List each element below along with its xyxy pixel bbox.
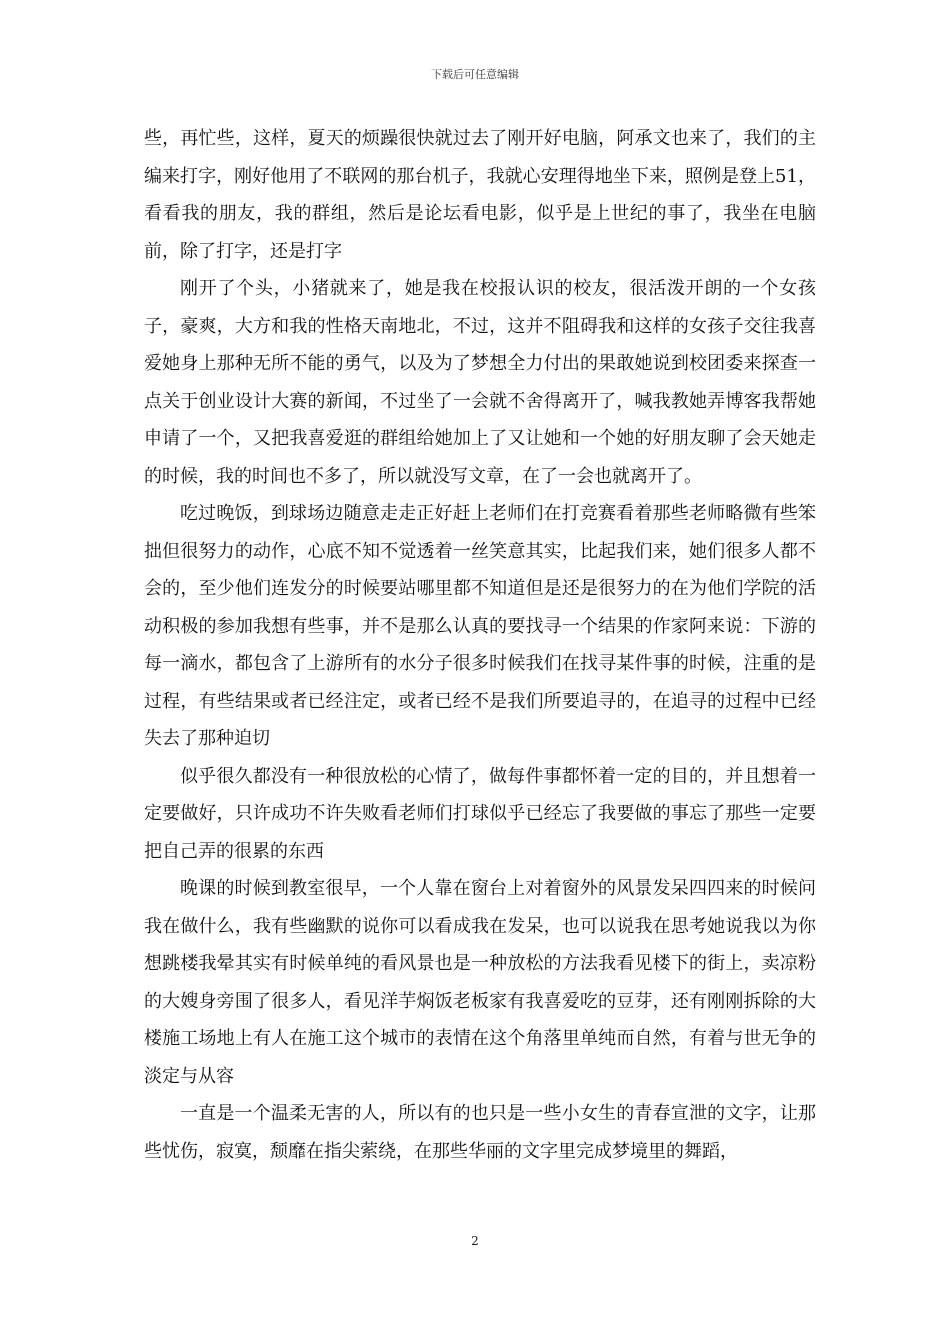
paragraph: 吃过晚饭，到球场边随意走走正好赶上老师们在打竞赛看着那些老师略微有些笨拙但很努力的动作，心底不知不觉透着一丝笑意其实，比起我们来，她们很多人都不会的，至少他们连发分的时候要站哪里都不知道但是还是很努力的在为他们学院的活动积极的参加我想有些事，并不是那么认真的要找寻一个结果的作家阿来说：下游的每一滴水，都包含了上游所有的水分子很多时候我们在找寻某件事的时候，注重的是过程，有些结果或者已经注定，或者已经不是我们所要追寻的，在追寻的过程中已经失去了那种迫切 xyxy=(144,503,816,749)
page-header: 下载后可任意编辑 xyxy=(431,68,519,81)
paragraph: 刚开了个头，小猪就来了，她是我在校报认识的校友，很活泼开朗的一个女孩子，豪爽，大方和我的性格天南地北，不过，这并不阻碍我和这样的女孩子交往我喜爱她身上那种无所不能的勇气，以及为了梦想全力付出的果敢她说到校团委来探查一点关于创业设计大赛的新闻，不过坐了一会就不舍得离开了，喊我教她弄博客我帮她申请了一个，又把我喜爱逛的群组给她加上了又让她和一个她的好朋友聊了会天她走的时候，我的时间也不多了，所以就没写文章，在了一会也就离开了。 xyxy=(144,278,816,487)
paragraph: 似乎很久都没有一种很放松的心情了，做每件事都怀着一定的目的，并且想着一定要做好，只许成功不许失败看老师们打球似乎已经忘了我要做的事忘了那些一定要把自己弄的很累的东西 xyxy=(144,765,816,862)
paragraph: 一直是一个温柔无害的人，所以有的也只是一些小女生的青春宣泄的文字，让那些忧伤，寂寞，颓靡在指尖萦绕，在那些华丽的文字里完成梦境里的舞蹈， xyxy=(144,1103,816,1162)
document-body xyxy=(144,120,816,1170)
paragraph: 晚课的时候到教室很早，一个人靠在窗台上对着窗外的风景发呆四四来的时候问我在做什么，我有些幽默的说你可以看成我在发呆，也可以说我在思考她说我以为你想跳楼我晕其实有时候单纯的看风景也是一种放松的方法我看见楼下的街上，卖凉粉的大嫂身旁围了很多人，看见洋芋焖饭老板家有我喜爱吃的豆芽，还有刚刚拆除的大楼施工场地上有人在施工这个城市的表情在这个角落里单纯而自然，有着与世无争的淡定与从容 xyxy=(144,878,816,1087)
paragraph: 些，再忙些，这样，夏天的烦躁很快就过去了刚开好电脑，阿承文也来了，我们的主编来打字，刚好他用了不联网的那台机子，我就心安理得地坐下来，照例是登上51，看看我的朋友，我的群组，然后是论坛看电影，似乎是上世纪的事了，我坐在电脑前，除了打字，还是打字 xyxy=(144,128,816,262)
page-number: 2 xyxy=(471,1234,479,1248)
